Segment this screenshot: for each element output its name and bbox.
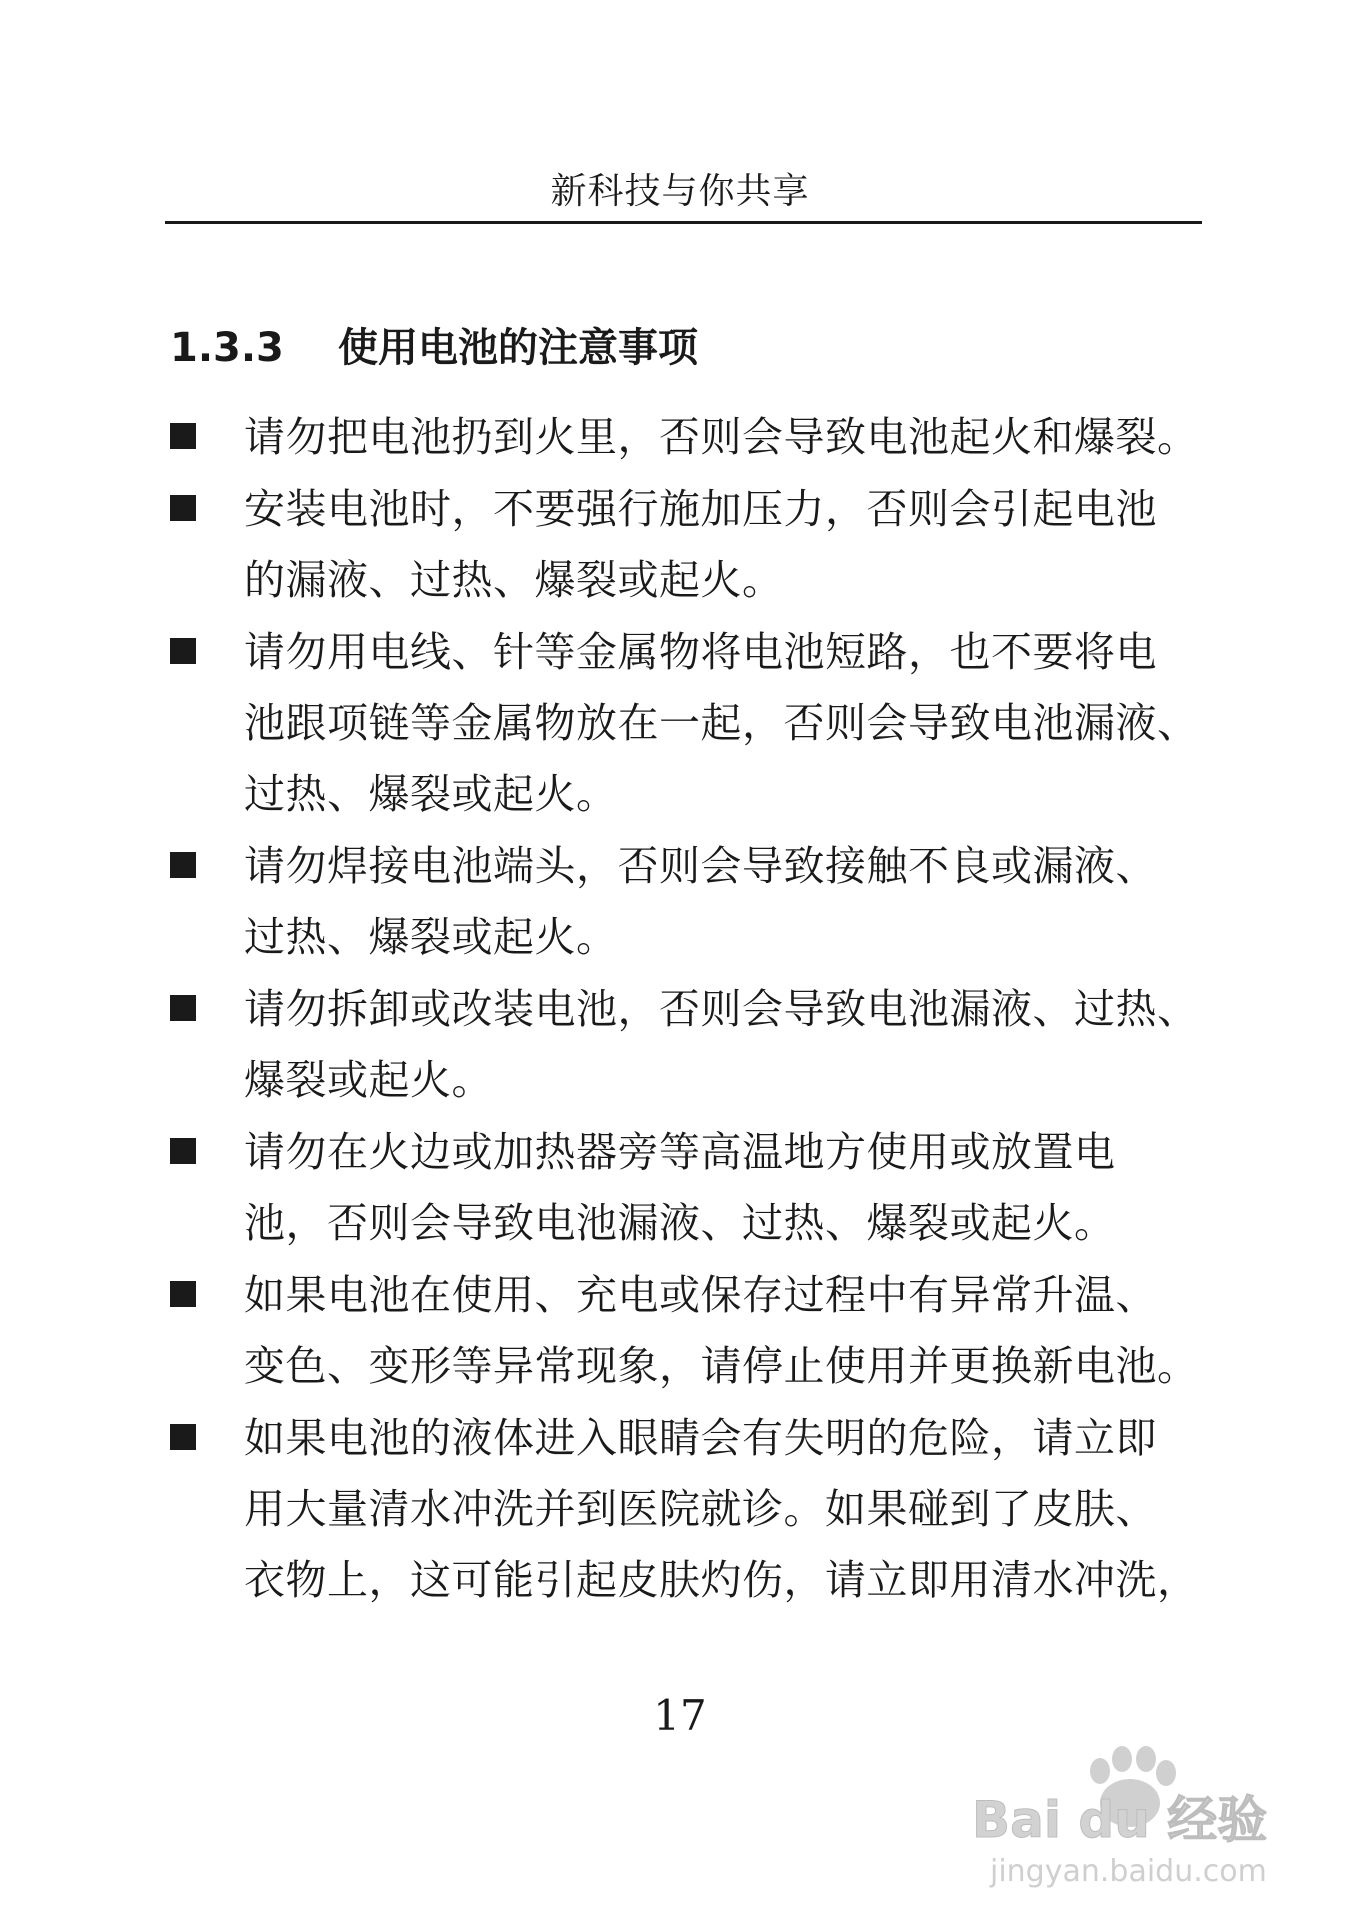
item-line: 请勿把电池扔到火里，否则会导致电池起火和爆裂。 [244, 413, 1199, 461]
square-bullet-icon [170, 638, 196, 664]
list-item [170, 617, 1200, 830]
square-bullet-icon [170, 1281, 196, 1307]
list-item [170, 1260, 1200, 1402]
item-line: 如果电池在使用、充电或保存过程中有异常升温、 [244, 1271, 1157, 1319]
item-line: 变色、变形等异常现象，请停止使用并更换新电池。 [244, 1342, 1199, 1390]
item-line: 池，否则会导致电池漏液、过热、爆裂或起火。 [244, 1199, 1116, 1247]
watermark-url: jingyan.baidu.com [990, 1854, 1267, 1889]
square-bullet-icon [170, 1138, 196, 1164]
item-line: 衣物上，这可能引起皮肤灼伤，请立即用清水冲洗， [244, 1556, 1199, 1604]
item-line: 爆裂或起火。 [244, 1056, 493, 1104]
square-bullet-icon [170, 423, 196, 449]
list-item [170, 474, 1200, 616]
list-item [170, 402, 1200, 473]
page-number: 17 [653, 1691, 707, 1740]
square-bullet-icon [170, 995, 196, 1021]
item-line: 请勿用电线、针等金属物将电池短路，也不要将电 [244, 628, 1157, 676]
item-line: 的漏液、过热、爆裂或起火。 [244, 556, 784, 604]
list-item [170, 1403, 1200, 1616]
item-line: 请勿焊接电池端头，否则会导致接触不良或漏液、 [244, 842, 1157, 890]
square-bullet-icon [170, 852, 196, 878]
section-title: 使用电池的注意事项 [338, 325, 698, 371]
item-line: 池跟项链等金属物放在一起，否则会导致电池漏液、 [244, 699, 1199, 747]
section-heading [170, 318, 698, 378]
item-line: 请勿拆卸或改装电池，否则会导致电池漏液、过热、 [244, 985, 1199, 1033]
section-number: 1.3.3 [170, 325, 284, 371]
item-line: 用大量清水冲洗并到医院就诊。如果碰到了皮肤、 [244, 1485, 1157, 1533]
item-line: 过热、爆裂或起火。 [244, 770, 618, 818]
watermark-brand: Bai du 经验 [972, 1791, 1268, 1849]
running-header: 新科技与你共享 [550, 171, 810, 212]
item-line: 请勿在火边或加热器旁等高温地方使用或放置电 [244, 1128, 1116, 1176]
square-bullet-icon [170, 495, 196, 521]
item-line: 安装电池时，不要强行施加压力，否则会引起电池 [244, 485, 1157, 533]
item-line: 如果电池的液体进入眼睛会有失明的危险，请立即 [244, 1414, 1157, 1462]
header-rule [165, 221, 1202, 224]
list-item [170, 974, 1200, 1116]
list-item [170, 831, 1200, 973]
list-item [170, 1117, 1200, 1259]
item-line: 过热、爆裂或起火。 [244, 913, 618, 961]
square-bullet-icon [170, 1424, 196, 1450]
baidu-jingyan-watermark [960, 1745, 1290, 1895]
precautions-list [170, 402, 1200, 1617]
